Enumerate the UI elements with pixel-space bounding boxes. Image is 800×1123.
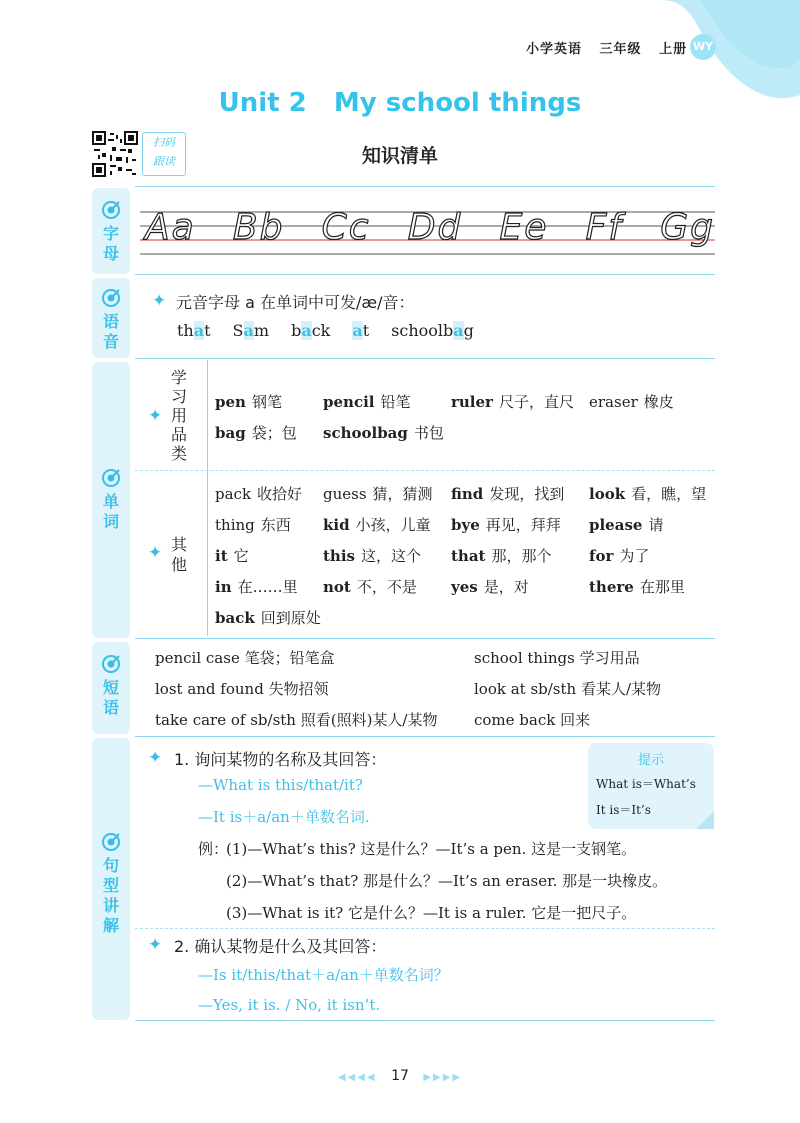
vocab-item [451, 576, 529, 597]
sidebar-words [92, 362, 130, 638]
vocab-meaning: 发现，找到 [489, 485, 565, 503]
scan-label-2: 跟读 [153, 155, 175, 168]
vocab-word: yes [451, 578, 478, 596]
vocab-word: it [215, 547, 228, 565]
vocab-word: there [589, 578, 634, 596]
vocab-meaning: 袋；包 [251, 424, 297, 442]
vocab-word: thing [215, 516, 255, 534]
vocab-word: pencil [323, 393, 375, 411]
word-prefix: b [291, 321, 302, 340]
vocab-item [589, 514, 663, 535]
phrase-item: school things 学习用品 [474, 649, 640, 667]
vocab-word: find [451, 485, 484, 503]
vocab-word: ruler [451, 393, 493, 411]
vocab-word: bye [451, 516, 480, 534]
vocab-item [215, 391, 282, 412]
vocab-word: guess [323, 485, 367, 503]
example-label: 例： [198, 840, 229, 858]
page-curl-icon [696, 811, 714, 829]
phrases-label: 短语 [103, 678, 120, 717]
category-char: 学 [170, 368, 187, 387]
sidebar-sentences-label [92, 856, 130, 936]
vocab-word: pack [215, 485, 252, 503]
vocab-word: this [323, 547, 355, 565]
category-char: 习 [170, 387, 187, 406]
phonics-word [177, 321, 211, 340]
phonics-word [352, 321, 369, 340]
unit-title: Unit 2 My school things [218, 88, 582, 118]
pattern-1-question: —What is this/that/it? [198, 776, 363, 794]
divider [135, 358, 715, 359]
phonics-word [233, 321, 270, 340]
phrase-item: come back 回来 [474, 711, 591, 729]
vocab-word: bag [215, 424, 246, 442]
word-prefix: schoolb [391, 321, 454, 340]
vowel-highlight: a [352, 321, 363, 340]
phrase-item: take care of sb/sth 照看(照料)某人/某物 [155, 711, 438, 729]
vocab-meaning: 东西 [260, 516, 291, 534]
vocab-item [323, 514, 431, 535]
vocab-meaning: 回到原处 [260, 609, 321, 627]
example-1: (1)—What’s this? 这是什么？—It’s a pen. 这是一支钢笔。 [226, 840, 637, 858]
vocab-item [451, 483, 564, 504]
letter-pair: Ee [499, 207, 549, 248]
vocab-item [589, 545, 649, 566]
vocab-item [323, 422, 444, 443]
vocab-item [589, 483, 706, 504]
divider [135, 928, 715, 929]
sidebar-letters [92, 188, 130, 274]
vocab-meaning: 再见，拜拜 [485, 516, 561, 534]
publisher-badge: WY [690, 34, 716, 60]
target-icon [101, 200, 121, 220]
vocab-item [323, 391, 410, 412]
sentences-label: 句型讲解 [103, 856, 120, 935]
phonics-words [177, 321, 496, 340]
sidebar-letters-label [92, 224, 130, 264]
divider [135, 186, 715, 187]
divider [135, 1020, 715, 1021]
tip-title: 提示 [637, 753, 664, 768]
sidebar-words-label [92, 492, 130, 532]
category-char: 他 [170, 555, 187, 574]
category-char: 类 [170, 444, 187, 463]
letter-pair: Gg [660, 207, 715, 248]
vocab-meaning: 请 [648, 516, 664, 534]
vowel-highlight: a [301, 321, 312, 340]
pattern-1-answer: —It is＋a/an＋单数名词. [198, 808, 370, 826]
vowel-highlight: a [193, 321, 205, 340]
vocab-column-divider [207, 360, 208, 636]
vocab-word: kid [323, 516, 350, 534]
example-3: (3)—What is it? 它是什么？—It is a ruler. 它是一把尺子。 [226, 904, 637, 922]
target-icon [101, 654, 121, 674]
vocab-item [589, 391, 674, 412]
vocab-word: that [451, 547, 486, 565]
word-suffix: t [362, 321, 370, 340]
page-number: 17 [391, 1068, 409, 1084]
words-label: 单词 [103, 492, 120, 531]
vocab-word: for [589, 547, 614, 565]
vocab-word: schoolbag [323, 424, 408, 442]
sidebar-sounds [92, 278, 130, 358]
phonics-word [391, 321, 474, 340]
phonics-rule: 元音字母 a 在单词中可发/æ/音： [176, 293, 415, 312]
vocab-meaning: 在……里 [237, 578, 298, 596]
vocab-item [215, 514, 291, 535]
vocab-meaning: 书包 [413, 424, 444, 442]
phrase-item: lost and found 失物招领 [155, 680, 329, 698]
letter-pair: Dd [407, 207, 463, 248]
vocab-item [323, 483, 433, 504]
term: 上册 [659, 42, 688, 57]
vocab-meaning: 不，不是 [356, 578, 417, 596]
category-label-others [170, 535, 188, 575]
vocab-meaning: 铅笔 [380, 393, 411, 411]
vocab-item [589, 576, 685, 597]
vocab-meaning: 它 [233, 547, 249, 565]
vocab-meaning: 猜，猜测 [372, 485, 433, 503]
tip-line-1: What is＝What’s [596, 777, 696, 791]
word-prefix: S [232, 321, 244, 340]
sidebar-sentences [92, 738, 130, 1020]
star-icon: ✦ [148, 748, 163, 768]
grade: 三年级 [599, 42, 642, 57]
vocab-item [451, 545, 552, 566]
sounds-label: 语音 [103, 312, 120, 351]
vocab-item [215, 576, 298, 597]
sidebar-sounds-label [92, 312, 130, 352]
category-label-school-things [170, 368, 188, 463]
pattern-2-question: —Is it/this/that＋a/an＋单数名词？ [198, 966, 449, 984]
letter-pair: Ff [585, 207, 623, 248]
prev-arrows-icon: ◀◀◀◀ [337, 1072, 377, 1083]
vocab-word: back [215, 609, 255, 627]
divider [135, 638, 715, 639]
phonics-word [291, 321, 330, 340]
target-icon [101, 288, 121, 308]
vocab-word: pen [215, 393, 246, 411]
example-2: (2)—What’s that? 那是什么？—It’s an eraser. 那是一块橡皮。 [226, 872, 668, 890]
vocab-meaning: 这，这个 [360, 547, 421, 565]
word-suffix: m [253, 321, 270, 340]
star-icon: ✦ [148, 935, 163, 955]
word-suffix: t [204, 321, 211, 340]
vocab-item [451, 514, 561, 535]
vocab-meaning: 看，瞧，望 [631, 485, 707, 503]
next-arrows-icon: ▶▶▶▶ [423, 1072, 463, 1083]
letters-label: 字母 [103, 224, 120, 263]
word-suffix: ck [311, 321, 331, 340]
vocab-meaning: 小孩，儿童 [355, 516, 431, 534]
vocab-item [323, 576, 417, 597]
book-info [526, 38, 699, 57]
vocab-meaning: 收拾好 [257, 485, 303, 503]
vocab-item [215, 422, 297, 443]
sidebar-phrases-label [92, 678, 130, 718]
vocab-word: look [589, 485, 626, 503]
vocab-meaning: 橡皮 [643, 393, 674, 411]
vocab-meaning: 是，对 [483, 578, 529, 596]
sidebar-phrases [92, 642, 130, 734]
vocab-item [215, 607, 321, 628]
pattern-2-title: 2. 确认某物是什么及其回答： [174, 937, 387, 956]
star-icon: ✦ [152, 291, 167, 311]
letter-pair: Aa [145, 207, 196, 248]
divider [135, 274, 715, 275]
vocab-word: please [589, 516, 643, 534]
pattern-2-answer: —Yes, it is. / No, it isn’t. [198, 996, 381, 1014]
knowledge-list-title: 知识清单 [361, 145, 438, 167]
vocab-meaning: 那，那个 [491, 547, 552, 565]
scan-label-1: 扫码 [153, 136, 175, 149]
vocab-meaning: 为了 [619, 547, 650, 565]
tip-line-2: It is＝It’s [596, 803, 651, 817]
category-char: 用 [170, 406, 187, 425]
divider [135, 736, 715, 737]
vocab-word: not [323, 578, 351, 596]
subject: 小学英语 [526, 42, 583, 57]
word-suffix: g [463, 321, 474, 340]
vocab-meaning: 钢笔 [251, 393, 282, 411]
page-footer [0, 1068, 800, 1084]
category-char: 品 [170, 425, 187, 444]
letter-pair: Cc [321, 207, 371, 248]
vocab-item [323, 545, 421, 566]
vocab-item [215, 545, 249, 566]
letters-row [145, 203, 715, 253]
phrase-item: pencil case 笔袋；铅笔盒 [155, 649, 335, 667]
vowel-highlight: a [453, 321, 464, 340]
letter-pair: Bb [232, 207, 285, 248]
word-prefix: th [177, 321, 194, 340]
star-icon: ✦ [148, 543, 163, 563]
vocab-word: eraser [589, 393, 638, 411]
vocab-item [215, 483, 302, 504]
target-icon [101, 832, 121, 852]
vocab-meaning: 尺子，直尺 [498, 393, 574, 411]
phrase-item: look at sb/sth 看某人/某物 [474, 680, 662, 698]
pattern-1-title: 1. 询问某物的名称及其回答： [174, 750, 387, 769]
divider [135, 470, 715, 471]
vowel-highlight: a [243, 321, 254, 340]
target-icon [101, 468, 121, 488]
vocab-word: in [215, 578, 232, 596]
vocab-item [451, 391, 574, 412]
tip-box [588, 743, 714, 829]
star-icon: ✦ [148, 406, 163, 426]
vocab-meaning: 在那里 [639, 578, 685, 596]
category-char: 其 [170, 535, 187, 554]
